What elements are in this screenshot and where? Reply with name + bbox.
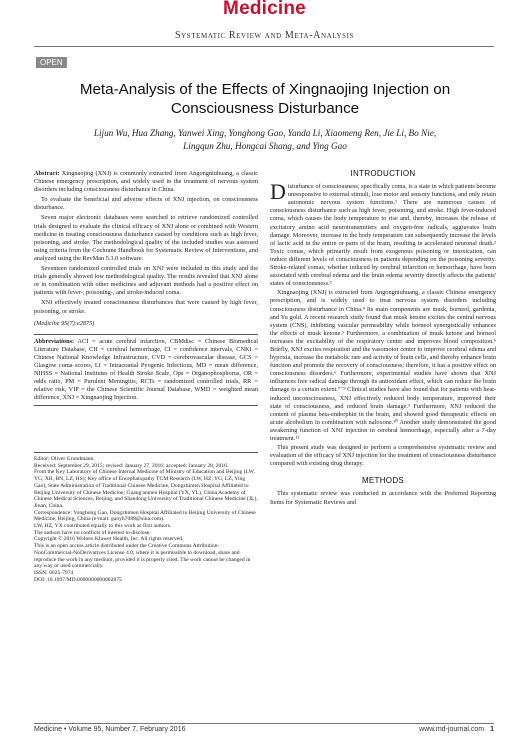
footer-right bbox=[419, 726, 494, 733]
authors-line-1: Lijun Wu, Hua Zhang, Yanwei Xing, Yonghong Gao, Yanda Li, Xiaomeng Ren, Jie Li, Bo Nie, bbox=[93, 128, 437, 138]
authors-line-2: Lingqun Zhu, Hongcai Shang, and Ying Gao bbox=[183, 141, 347, 151]
abbreviations-block: Abbreviations: ACI = acute cerebral infarction, CBMdisc = Chinese Biomedical Literature Database, CH = cerebral hemorrhage, CI = confidence intervals, CNKI = Chinese National Knowledge Infrastructure, CVD = cerebrovascular disease, GCS = Glasgow coma scores, LI = Intracranial Pyogenic Infectious, MD = mean difference, NIHSS = National Institutes of Health Stroke Scale, Ops = Organophosphorus, OR = odds ratio, PM = Purulent Meningitis, RCTs = randomized controlled trials, RR = relative risk, VIP = the Chinese Scientific Journal Database, WMD = weighted mean difference, XNJ = Xingnaojing Injection. bbox=[34, 337, 258, 402]
abstract-label: Abstract: bbox=[34, 170, 60, 177]
abbreviations-rule-bottom bbox=[34, 405, 258, 406]
body-column bbox=[270, 170, 496, 508]
article-title: Meta-Analysis of the Effects of Xingnaojing Injection on Consciousness Disturbance bbox=[79, 81, 451, 117]
drop-cap: D bbox=[270, 179, 286, 205]
article-notes bbox=[34, 452, 258, 583]
intro-paragraph-2: Xingnaojing (XNJ) is extracted from Angongniuhuang, a classic Chinese emergency prescription, and is widely used to treat nervous system disorders including consciousness disturbance in China.⁴ Its main components are musk, borneol, gardenia, and Yu gold. A recent research study found that musk ketone excites the central nervous system (CNS), inhibiting vascular permeability while borneol synergistically enhances the effects of musk ketone.⁵ Furthermore, a combination of musk ketone and borneol increases the excitability of the respiratory center and improves blood composition.⁶ Briefly, XNJ excites respiration and the vasomotor center to improve cerebral edema and hypoxia, increase the metabolic rate and activity of brain cells, and thereby enhance brain function and promote the recovery of consciousness; therefore, it has a positive effect on consciousness disorders.⁶ Furthermore, experimental studies have shown that XNJ influences free radical damage through its antioxidant effect, which can reduce the brain damage to a certain extent.⁷⁻⁹ Clinical studies have also found that for patients with heat-induced unconsciousness, XNJ effectively reduced body temperature, improved their state of consciousness, and reduced brain damage.³ Furthermore, XNJ reduced the content of plasma beta-endorphin in the brain, and showed good therapeutic effects on acute alcoholism in combination with naloxone.¹⁰ Another study demonstrated the good awakening function of XNJ injection in cerebral hemorrhage, especially after a 7-day treatment.¹¹ bbox=[270, 289, 496, 442]
open-access-badge: OPEN bbox=[36, 57, 67, 68]
note-received: Received: September 29, 2015; revised: January 27, 2016; accepted: January 28, 2016. bbox=[34, 462, 229, 469]
journal-citation: (Medicine 95(7):e2875) bbox=[34, 319, 95, 327]
note-copyright: Copyright © 2016 Wolters Kluwer Health, Inc. All rights reserved. bbox=[34, 536, 184, 543]
note-correspondence: Correspondence: Yonghong Gao, Dongzhimen Hospital Affiliated to Beijing University of Chinese Medicine, Beijing, China (e-mail: gaoyh7088@sina.com). bbox=[34, 509, 256, 523]
note-equal-contribution: LW, HZ, YX contributed equally to this work as first authors. bbox=[34, 523, 172, 530]
abstract-paragraph-3: Seven major electronic databases were searched to retrieve randomized controlled trials designed to evaluate the clinical efficacy of XNJ alone or combined with Western medicine in treating consciousness disturbance caused by conditions such as high fever, poisoning, and stroke. The methodological quality of the included studies was assessed using criteria from the Cochrane Handbook for Systematic Review of Interventions, and analyzed using the RevMan 5.3.0 software. bbox=[34, 214, 258, 262]
abstract-paragraph-2: To evaluate the beneficial and adverse effects of XNJ injection, on consciousness disturbance. bbox=[34, 196, 258, 212]
methods-paragraph-1: This systematic review was conducted in accordance with the Preferred Reporting Items for Systematic Reviews and bbox=[270, 490, 496, 506]
intro-paragraph-3: This present study was designed to perform a comprehensive systematic review and evaluation of the efficacy of XNJ injection for the treatment of consciousness disturbance compared with existing drug therapy. bbox=[270, 444, 496, 468]
journal-logo: Medicine bbox=[223, 0, 306, 19]
abbreviations-label: Abbreviations: bbox=[34, 337, 75, 345]
footer-issue: Medicine • Volume 95, Number 7, February 2016 bbox=[34, 726, 186, 733]
notes-rule bbox=[34, 452, 258, 453]
introduction-heading: INTRODUCTION bbox=[350, 169, 416, 178]
abstract-paragraph-1: Abstract: Xingnaojing (XNJ) is commonly extracted from Angongniuhuang, a classic Chinese emergency prescription, and widely used in the treatment of nervous system disorders including consciousness disturbance in China. bbox=[34, 170, 259, 194]
note-affiliations: From the Key Laboratory of Chinese Internal Medicine of Ministry of Education and Beijing (LW, YG, XR, BN, LZ, HS); Key office of Encephalopathy TCM Research (LW, HZ, YG, LZ, Ying Gao), State Administration of Traditional Chinese Medicine, Dongzhimen Hospital Affiliated to Beijing University of Chinese Medicine; Guang'anmen Hospital (YX, YL), China Academy of Chinese Medical Sciences, Beijing, and Shandong University of Traditional Chinese Medicine (JL), Jinan, China. bbox=[34, 469, 258, 509]
note-issn: ISSN: 0025-7974 bbox=[34, 569, 74, 576]
note-editor: Editor: Oliver Grundmann. bbox=[34, 456, 95, 462]
section-heading: Systematic Review and Meta-Analysis bbox=[174, 30, 355, 41]
abbreviations-rule-top bbox=[34, 334, 258, 335]
note-license: This is an open access article distributed under the Creative Commons Attribution-NonCommercial-NoDerivatives License 4.0, where it is permissible to download, share and reproduce the work in any medium, provided it is properly cited. The work cannot be changed in any way or used commercially. bbox=[34, 543, 251, 570]
intro-paragraph-1: Disturbance of consciousness, specifically coma, is a state in which patients become unresponsive to external stimuli, lose motor and sensory functions, and only retain autonomic nervous system functions.¹ There are numerous causes of consciousness disturbance such as high fever, poisoning, and stroke. High fever-induced coma, which causes the body temperature to rise and, thereby, increases the release of excitatory amino acid neurotransmitters and oxygen-free radicals, aggravates brain damage. Moreover, increase in the body temperature can subsequently increase the levels of lactic acid in the entire or parts of the brain, resulting in accelerated neuronal death.² Toxic comas, which primarily result from exogenous poisoning or intoxication, can induce different levels of consciousness in patients depending on the poisoning severity. Stroke-related comas, whether induced by cerebral infarction or hemorrhage, have been associated with cerebral edema and the brain edema severity directly affects the patients' states of consciousness.³ bbox=[270, 179, 496, 288]
note-doi: DOI: 10.1097/MD.0000000000002875 bbox=[34, 576, 122, 583]
abstract-column bbox=[34, 170, 258, 409]
footer-rule bbox=[34, 723, 494, 724]
methods-heading: METHODS bbox=[361, 476, 405, 486]
note-conflicts: The authors have no conflicts of interest to disclose. bbox=[34, 529, 151, 536]
page-number: 1 bbox=[490, 726, 494, 733]
abstract-paragraph-5: XNJ effectively treated consciousness disturbances that were caused by high fever, poisoning, or stroke. bbox=[34, 299, 258, 315]
author-list bbox=[40, 127, 490, 153]
header-rule bbox=[34, 46, 494, 47]
abstract-paragraph-4: Seventeen randomized controlled trials on XNJ were included in this study and the trials generally showed low methodological quality. The results revealed that XNJ alone or in combination with other medicines and adjuvant methods had a positive effect on patients with fever-, poisoning-, and stroke-induced coma. bbox=[34, 265, 258, 297]
journal-website-link[interactable]: www.md-journal.com bbox=[419, 726, 485, 733]
